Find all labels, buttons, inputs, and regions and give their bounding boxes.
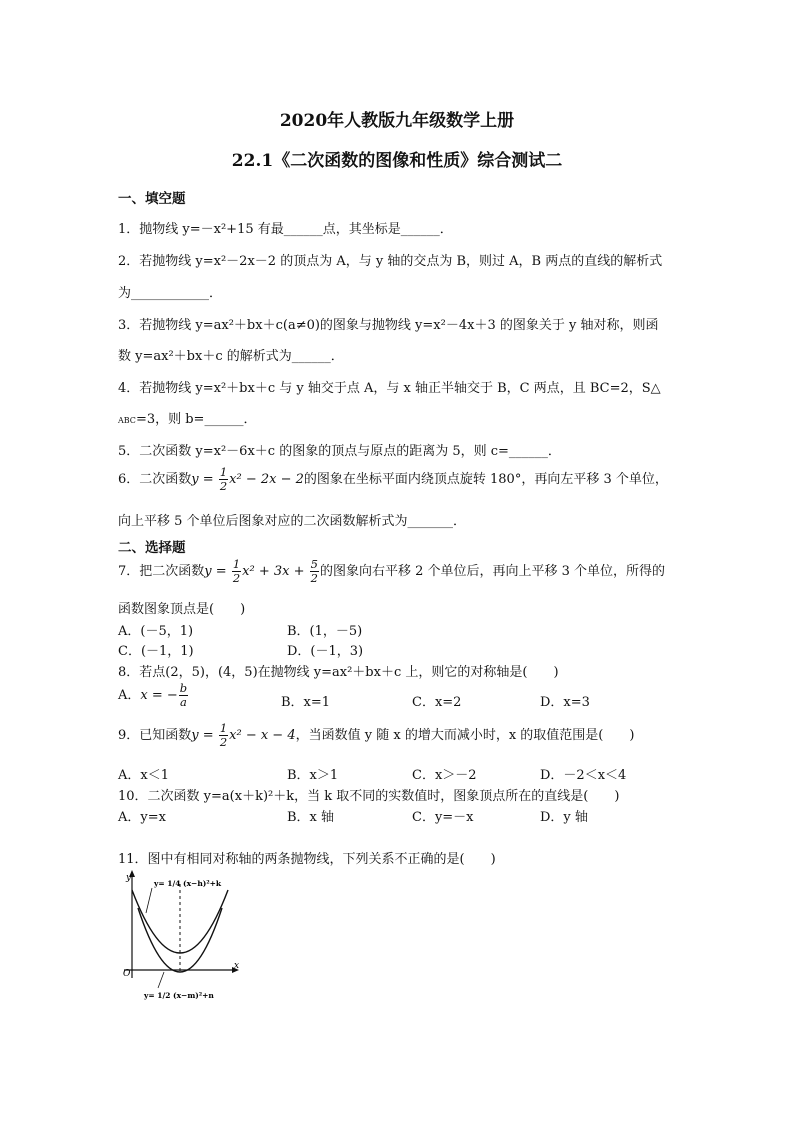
question-10: 10．二次函数 y=a(x＋k)²＋k，当 k 取不同的实数值时，图象顶点所在的直线是( ) [118,789,620,804]
parabola-figure [118,868,248,1008]
question-1: 1．抛物线 y=－x²+15 有最______点，其坐标是______． [118,222,453,237]
question-9: 9．已知函数y = $\frac{1}{2}$ x² − x − 4，当函数值 y 随 x 的增大而减小时，x 的取值范围是( ) [118,721,635,749]
question-7-line2: 函数图象顶点是( ) [118,602,246,617]
q9-option-d: D．－2＜x＜4 [540,768,627,783]
question-6-line1 [118,466,668,493]
question-8: 8．若点(2，5)，(4，5)在抛物线 y=ax²＋bx＋c 上，则它的对称轴是( ) [118,665,559,680]
label-leader-top [146,888,152,913]
label-lower-equation: y= 1/2 (x−m)²+n [144,991,214,1000]
question-3-line2: 数 y=ax²＋bx＋c 的解析式为______． [118,349,344,364]
q10-option-c: C．y=－x [412,810,474,825]
q8-fraction: $\frac{b}{a}$ [179,681,188,709]
section-choice-heading: 二、选择题 [118,540,186,556]
q10-option-a: A．y=x [118,810,166,825]
q10-option-b: B．x 轴 [287,810,335,825]
page-title: 2020年人教版九年级数学上册 [279,111,515,131]
question-4-tail: =3，则 b=______． [135,412,257,427]
axis-y-label: y [126,873,132,883]
q8-option-a: A．x = − $\frac{b}{a}$ [118,681,188,709]
q7-fraction-2: $\frac{5}{2}$ [310,557,318,585]
q7-option-d: D．(－1，3) [287,644,364,659]
q9-option-a: A．x＜1 [118,768,169,783]
q10-option-d: D．y 轴 [540,810,588,825]
question-7-line1: 7．把二次函数y = $\frac{1}{2}$ x² + 3x + $\frac{5}{2}$ 的图象向右平移 2 个单位后，再向上平移 3 个单位，所得的 [118,557,666,585]
q6-y: y [191,472,199,487]
question-5: 5．二次函数 y=x²－6x＋c 的图象的顶点与原点的距离为 5，则 c=______． [118,444,561,459]
question-2-line1: 2．若抛物线 y=x²－2x－2 的顶点为 A，与 y 轴的交点为 B，则过 A，B 两点的直线的解析式 [118,254,663,269]
triangle-subscript: ABC [118,416,136,425]
q8-option-b: B．x=1 [281,695,331,710]
q6-fraction: $\frac{1}{2}$ [219,465,228,493]
q9-option-c: C．x＞－2 [412,768,477,783]
q7-option-a: A．(－5，1) [118,624,194,639]
section-fill-heading: 一、填空题 [118,191,186,207]
label-leader-bottom [158,972,164,988]
q9-fraction: $\frac{1}{2}$ [219,721,228,749]
question-4-line1: 4．若抛物线 y=x²＋bx＋c 与 y 轴交于点 A，与 x 轴正半轴交于 B，C 两点，且 BC=2，S△ [118,381,661,396]
question-2-line2: 为____________． [118,286,223,301]
axis-x-label: x [234,961,240,971]
q8-option-c: C．x=2 [412,695,462,710]
question-3-line1: 3．若抛物线 y=ax²＋bx＋c(a≠0)的图象与抛物线 y=x²－4x＋3 的图象关于 y 轴对称，则函 [118,318,659,333]
page-subtitle: 22.1《二次函数的图像和性质》综合测试二 [231,151,563,171]
q7-option-b: B．(1，－5) [287,624,363,639]
q7-option-c: C．(－1，1) [118,644,194,659]
q6-prefix: 6．二次函数 [118,472,192,487]
q6-suffix: 的图象在坐标平面内绕顶点旋转 180°，再向左平移 3 个单位， [303,472,668,487]
q6-expression: x² − 2x − 2 [229,472,304,487]
q9-option-b: B．x＞1 [287,768,339,783]
label-upper-equation: y= 1/4 (x−h)²+k [154,879,222,888]
question-6-line2: 向上平移 5 个单位后图象对应的二次函数解析式为_______． [118,514,467,529]
question-11: 11．图中有相同对称轴的两条抛物线，下列关系不正确的是( ) [118,852,496,867]
origin-label: O [123,969,131,979]
question-4-line2 [118,408,256,427]
q8-option-d: D．x=3 [540,695,590,710]
q6-eq: = [198,472,218,487]
q7-fraction-1: $\frac{1}{2}$ [232,557,241,585]
